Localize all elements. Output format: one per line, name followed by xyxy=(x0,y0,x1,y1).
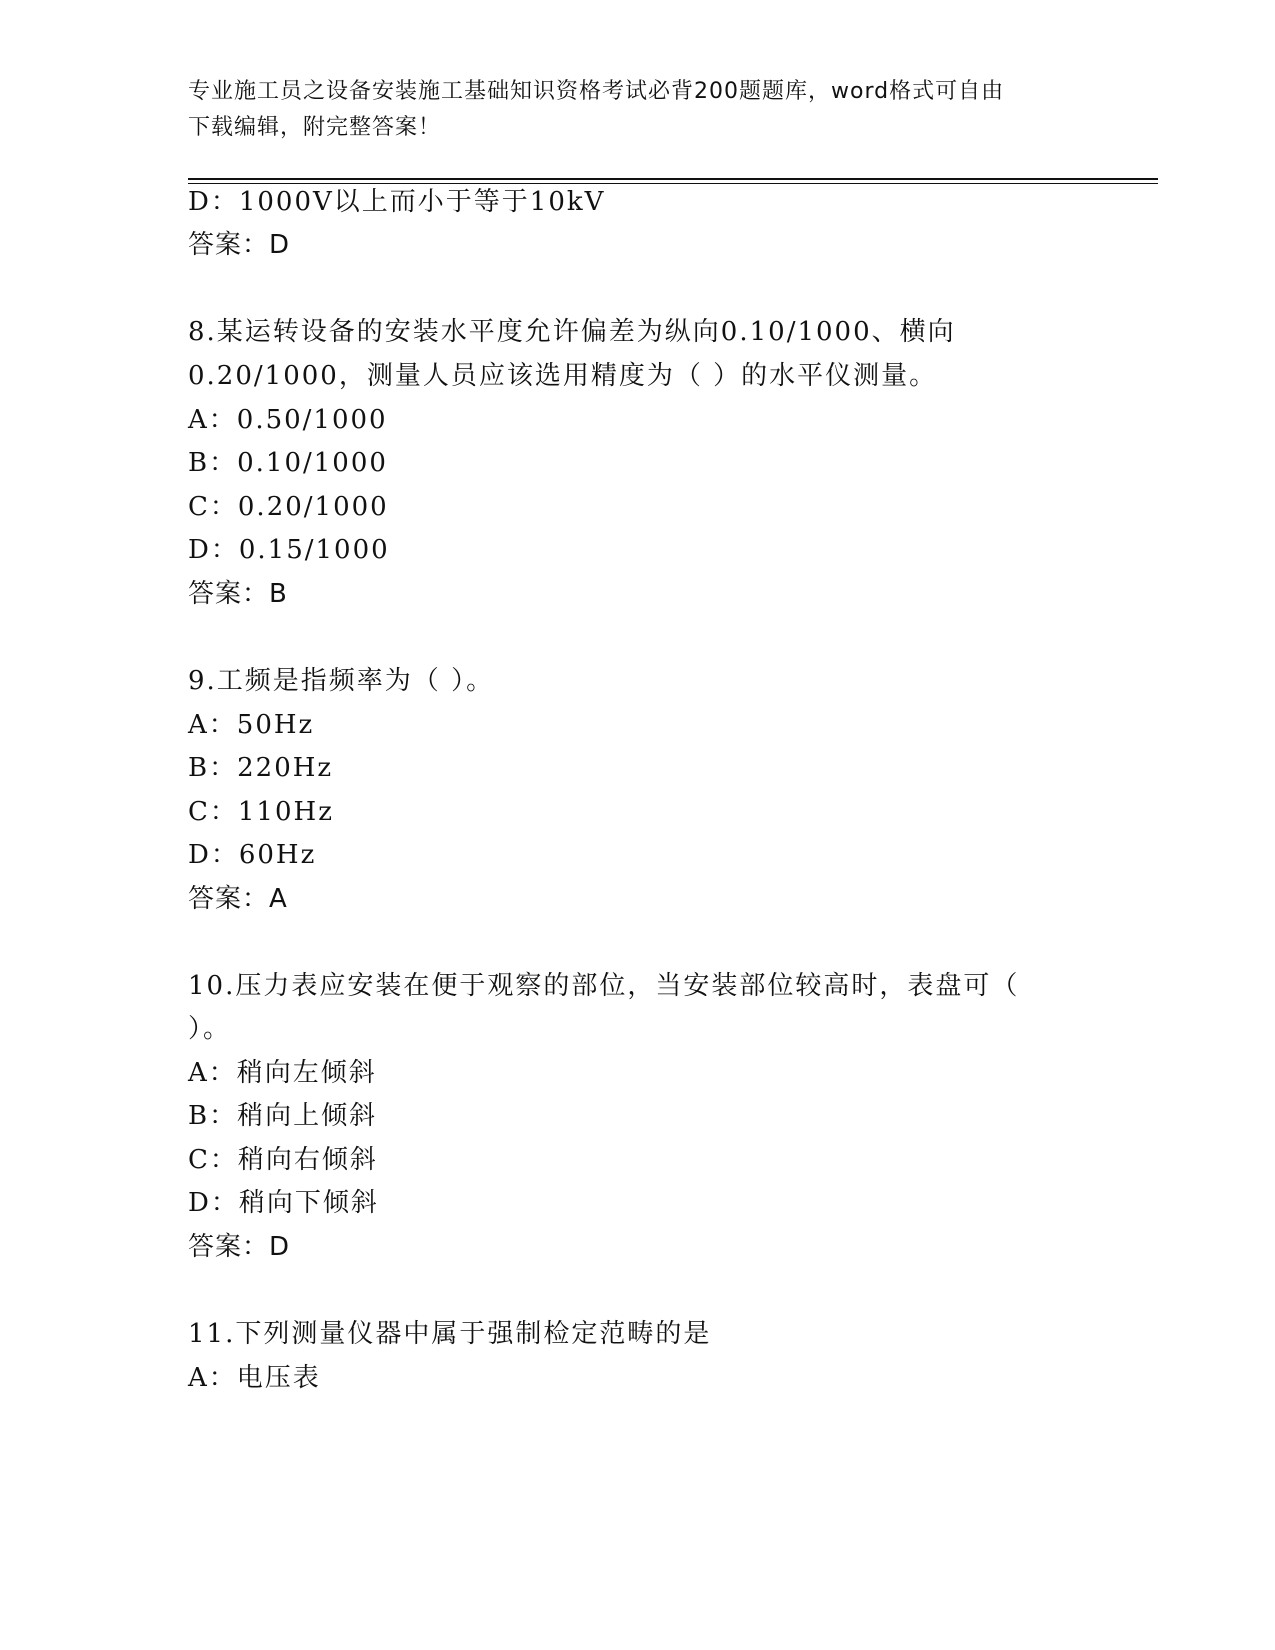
q10-option-a: A：稍向左倾斜 xyxy=(188,1058,377,1088)
q9-option-d: D：60Hz xyxy=(188,840,317,870)
q8-stem-line-2: 0.20/1000，测量人员应该选用精度为（ ）的水平仪测量。 xyxy=(188,361,938,391)
q8-option-c: C：0.20/1000 xyxy=(188,492,389,522)
q11-option-a: A：电压表 xyxy=(188,1363,321,1393)
q8-option-b: B：0.10/1000 xyxy=(188,448,388,478)
q10-answer: 答案：D xyxy=(188,1232,291,1262)
header-title-line-1: 专业施工员之设备安装施工基础知识资格考试必背200题题库，word格式可自由 xyxy=(188,79,1005,104)
q9-option-b: B：220Hz xyxy=(188,753,334,783)
q9-stem: 9.工频是指频率为（ ）。 xyxy=(188,666,495,696)
header-divider-thin xyxy=(188,183,1158,184)
q8-stem-line-1: 8.某运转设备的安装水平度允许偏差为纵向0.10/1000、横向 xyxy=(188,317,956,347)
document-header xyxy=(188,74,1088,146)
q8-answer: 答案：B xyxy=(188,579,288,609)
q10-option-b: B：稍向上倾斜 xyxy=(188,1101,378,1131)
q8-option-d: D：0.15/1000 xyxy=(188,535,390,565)
q9-option-c: C：110Hz xyxy=(188,797,334,827)
q9-option-a: A：50Hz xyxy=(188,710,315,740)
q11-stem: 11.下列测量仪器中属于强制检定范畴的是 xyxy=(188,1319,712,1349)
header-title-line-2: 下载编辑，附完整答案！ xyxy=(188,115,442,140)
q7-option-d: D：1000V以上而小于等于10kV xyxy=(188,187,606,217)
q8-option-a: A：0.50/1000 xyxy=(188,405,388,435)
header-divider-thick xyxy=(188,178,1158,180)
q10-stem-line-2: ）。 xyxy=(188,1014,232,1044)
q10-option-c: C：稍向右倾斜 xyxy=(188,1145,378,1175)
q7-answer: 答案：D xyxy=(188,230,291,260)
q10-option-d: D：稍向下倾斜 xyxy=(188,1188,379,1218)
q10-stem-line-1: 10.压力表应安装在便于观察的部位，当安装部位较高时，表盘可（ xyxy=(188,971,1020,1001)
q9-answer: 答案：A xyxy=(188,884,288,914)
